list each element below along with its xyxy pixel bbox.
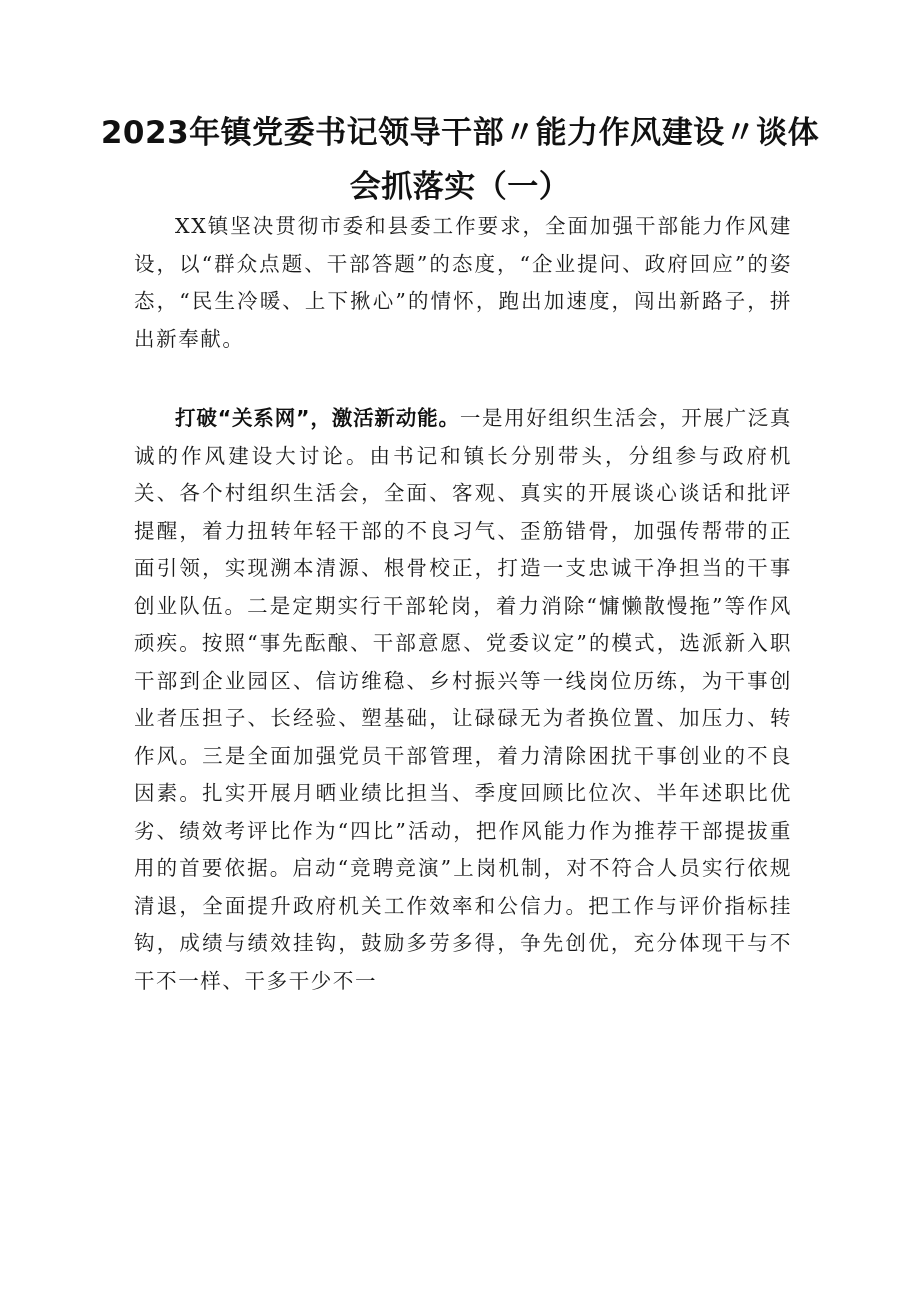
document-title-line-2: 会抓落实（一） — [349, 169, 571, 205]
paragraph-relationship-network — [134, 400, 792, 1000]
paragraph-lead-heading: 打破“关系网”，激活新动能。 — [175, 406, 460, 430]
paragraph-body-text: 一是用好组织生活会，开展广泛真诚的作风建设大讨论。由书记和镇长分别带头，分组参与政府机关、各个村组织生活会，全面、客观、真实的开展谈心谈话和批评提醒，着力扭转年轻干部的不良习气、歪筋错骨，加强传帮带的正面引领，实现溯本清源、根骨校正，打造一支忠诚干净担当的干事创业队伍。二是定期实行干部轮岗，着力消除“慵懒散慢拖”等作风顽疾。按照“事先酝酿、干部意愿、党委议定”的模式，选派新入职干部到企业园区、信访维稳、乡村振兴等一线岗位历练，为干事创业者压担子、长经验、塑基础，让碌碌无为者换位置、加压力、转作风。三是全面加强党员干部管理，着力清除困扰干事创业的不良因素。扎实开展月晒业绩比担当、季度回顾比位次、半年述职比优劣、绩效考评比作为“四比”活动，把作风能力作为推荐干部提拔重用的首要依据。启动“竞聘竞演”上岗机制，对不符合人员实行依规清退，全面提升政府机关工作效率和公信力。把工作与评价指标挂钩，成绩与绩效挂钩，鼓励多劳多得，争先创优，充分体现干与不干不一样、干多干少不一 — [134, 406, 792, 993]
document-title-line-1: 2023年镇党委书记领导干部〃能力作风建设〃谈体 — [100, 115, 820, 151]
paragraph-intro — [134, 208, 792, 358]
paragraph-intro-text: XX镇坚决贯彻市委和县委工作要求，全面加强干部能力作风建设，以“群众点题、干部答题”的态度，“企业提问、政府回应”的姿态，“民生冷暖、上下揪心”的情怀，跑出加速度，闯出新路子，拼出新奉献。 — [134, 214, 792, 351]
